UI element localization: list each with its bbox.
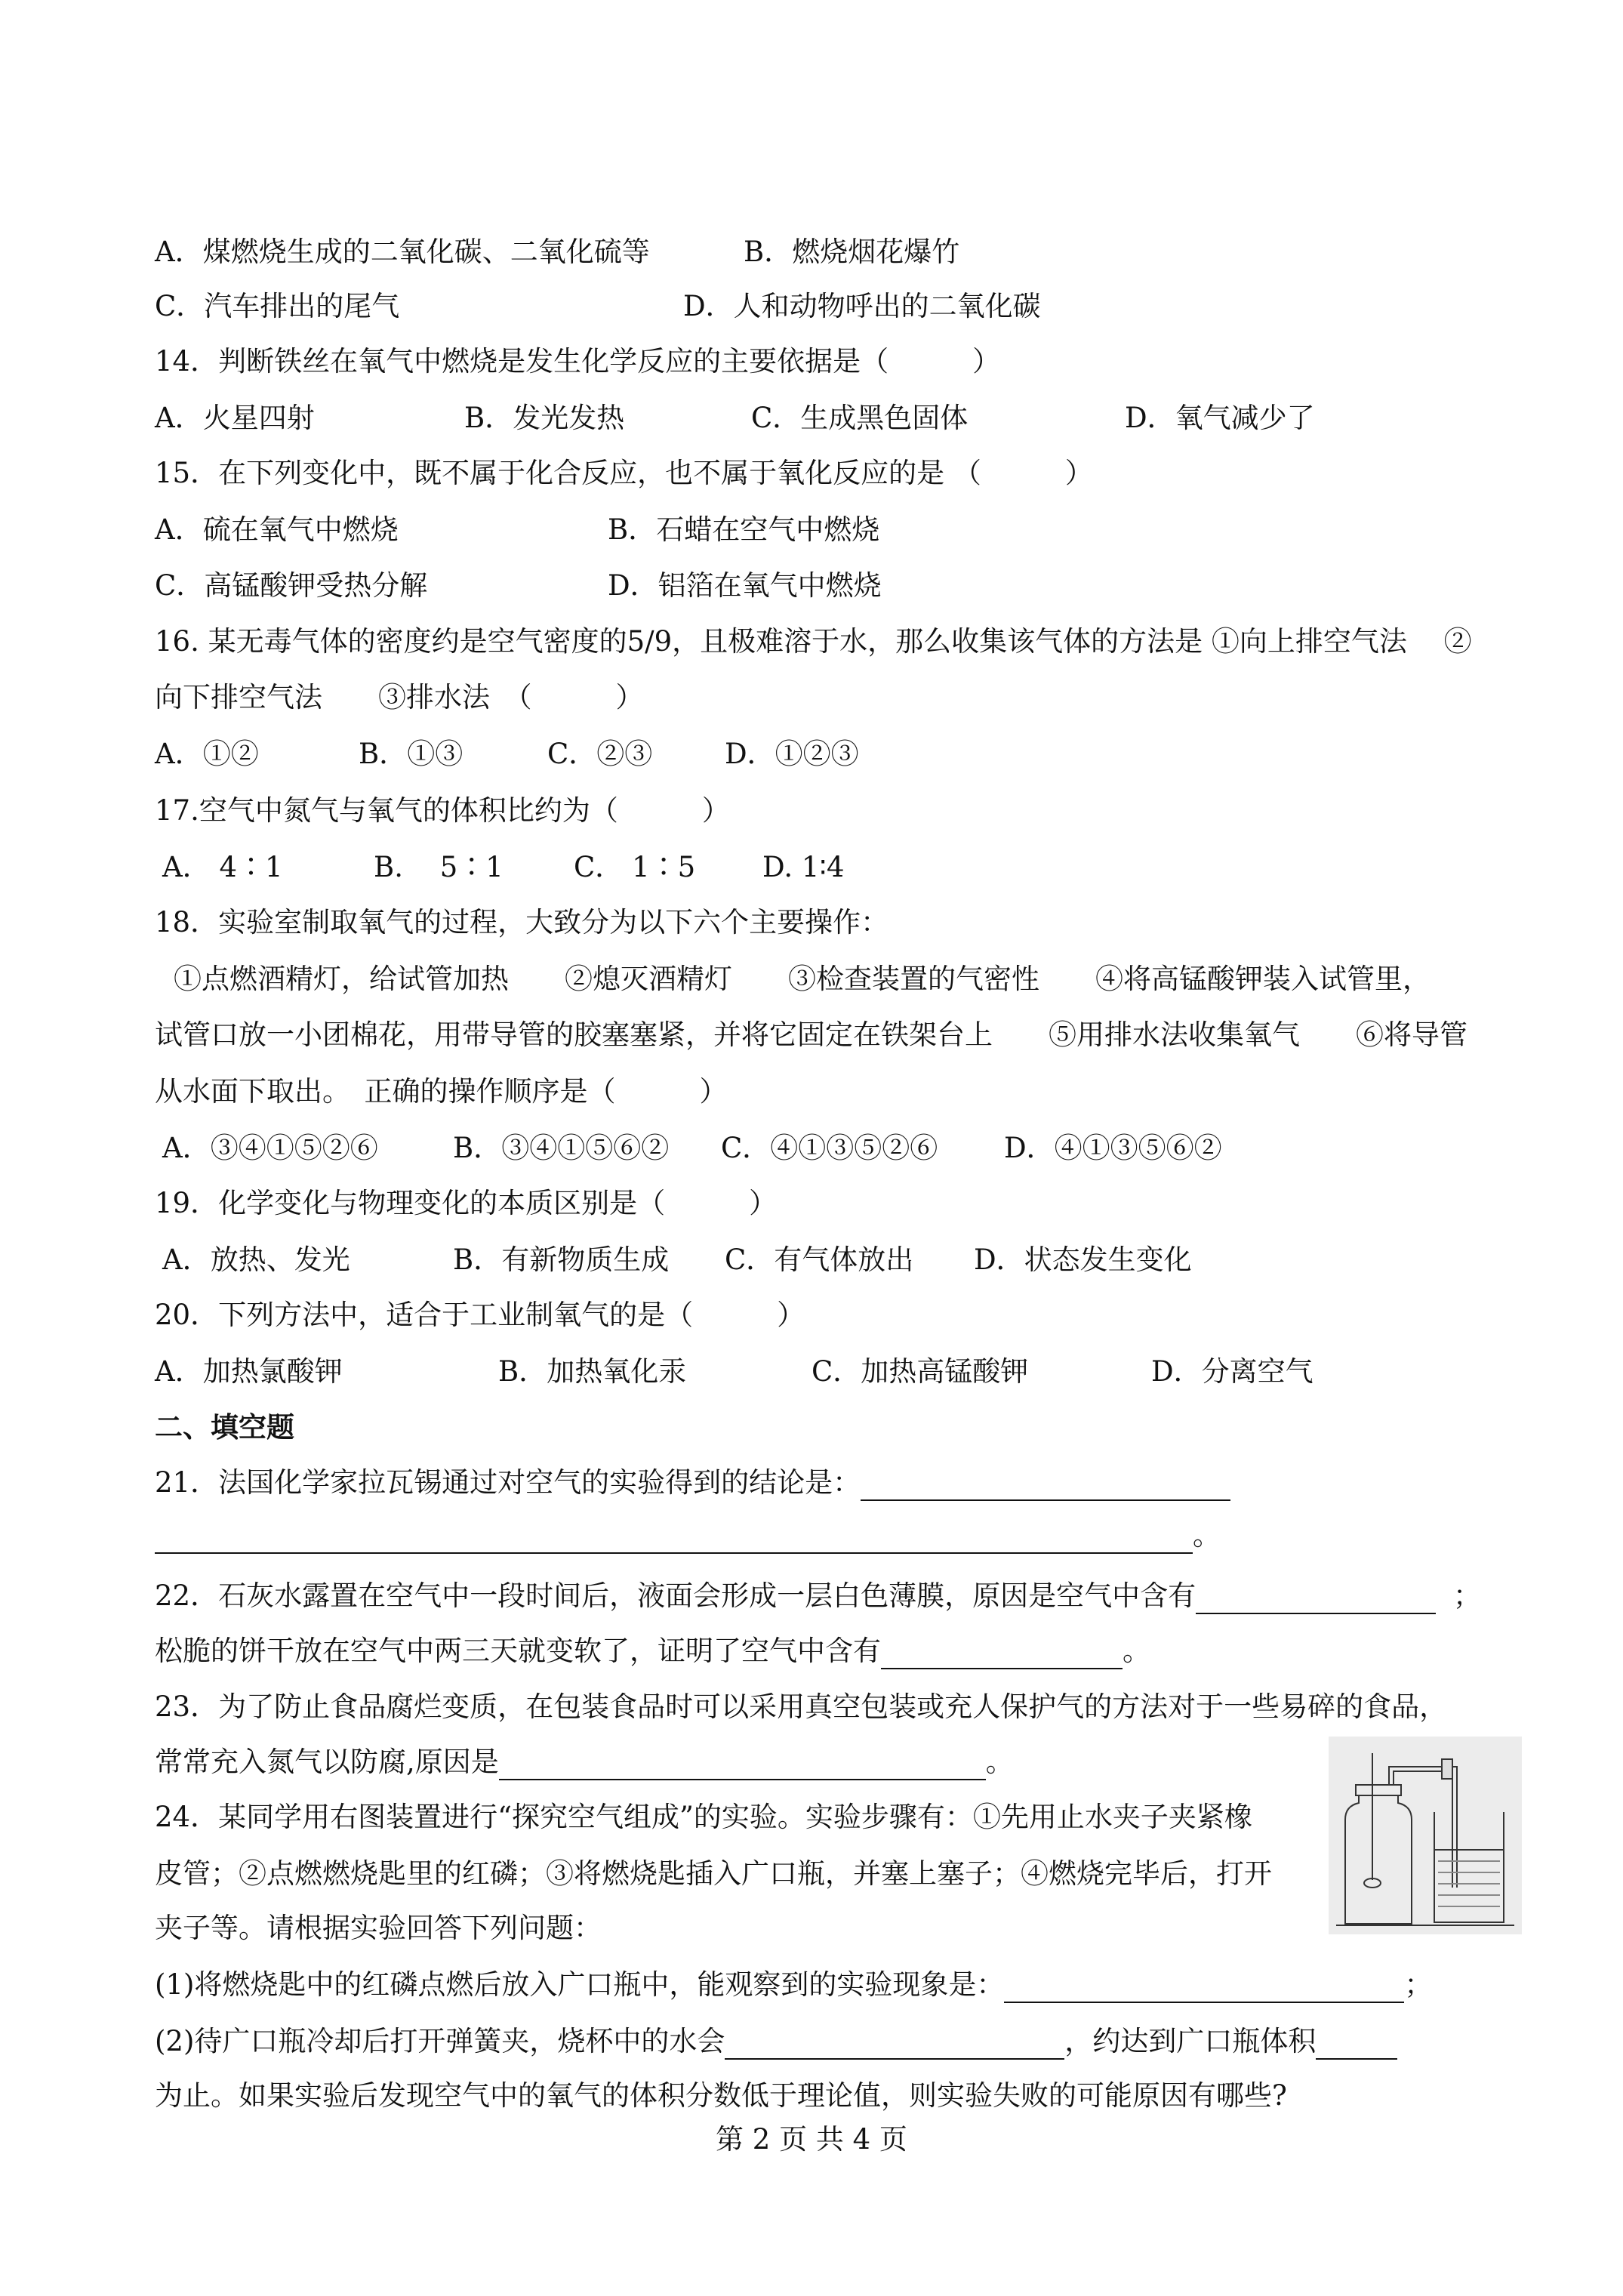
- option-b: B．石蜡在空气中燃烧: [608, 513, 880, 546]
- q20-options: [155, 1354, 1313, 1390]
- option-b: B．发光发热: [464, 402, 625, 434]
- question-22-text-2: 松脆的饼干放在空气中两三天就变软了，证明了空气中含有: [155, 1635, 881, 1667]
- q18-options: [162, 1130, 1222, 1166]
- question-16-line1: 16. 某无毒气体的密度约是空气密度的5/9，且极难溶于水，那么收集该气体的方法是 ①向上排空气法 ②: [155, 625, 1472, 658]
- option-d: D．分离空气: [1151, 1355, 1313, 1388]
- question-15: 15．在下列变化中，既不属于化合反应，也不属于氧化反应的是 （ ）: [155, 457, 1093, 489]
- option-d: D．氧气减少了: [1125, 402, 1315, 434]
- line-end: ；: [1453, 1579, 1481, 1612]
- answer-blank[interactable]: [881, 1641, 1123, 1669]
- question-18-steps-3: 从水面下取出。 正确的操作顺序是（ ）: [155, 1075, 728, 1108]
- question-22-text: 22．石灰水露置在空气中一段时间后，液面会形成一层白色薄膜，原因是空气中含有: [155, 1579, 1196, 1612]
- option-c: C．加热高锰酸钾: [812, 1355, 1029, 1388]
- question-17: 17.空气中氮气与氧气的体积比约为（ ）: [155, 794, 730, 827]
- option-a: A．①②: [155, 738, 259, 770]
- q19-options: [162, 1242, 1192, 1278]
- answer-blank[interactable]: [1316, 2031, 1397, 2060]
- option-b: B．有新物质生成: [453, 1244, 670, 1276]
- line-end: 。: [985, 1746, 1014, 1778]
- sub2-text: (2)待广口瓶冷却后打开弹簧夹，烧杯中的水会: [155, 2025, 725, 2057]
- option-b: B. 5∶1: [374, 851, 504, 883]
- option-b: B．①③: [359, 738, 463, 770]
- answer-blank[interactable]: [861, 1472, 1230, 1501]
- line-end: 。: [1193, 1519, 1221, 1552]
- question-22-line2: [155, 1633, 1150, 1669]
- question-21-line2: [155, 1518, 1221, 1554]
- option-a: A．③④①⑤②⑥: [162, 1132, 378, 1164]
- option-c: C．高锰酸钾受热分解: [155, 569, 428, 602]
- option-d: D．人和动物呼出的二氧化碳: [683, 290, 1041, 322]
- option-a: A． 4∶1: [162, 851, 283, 883]
- q16-options: [155, 736, 859, 772]
- question-18-steps-2: 试管口放一小团棉花，用带导管的胶塞塞紧，并将它固定在铁架台上 ⑤用排水法收集氧气 ⑥将导管: [155, 1019, 1467, 1051]
- option-b: B．燃烧烟花爆竹: [744, 236, 960, 268]
- apparatus-drawing: [1329, 1737, 1522, 1934]
- question-21: [155, 1465, 1230, 1501]
- section-title-fill-in: 二、填空题: [155, 1410, 294, 1444]
- q15-options-cd: [155, 568, 882, 604]
- q17-options: [162, 849, 845, 886]
- sub2-text-2: ，约达到广口瓶体积: [1064, 2025, 1317, 2057]
- option-d: D．状态发生变化: [974, 1244, 1192, 1276]
- question-24-sub2: [155, 2023, 1397, 2060]
- question-23-line1: 23．为了防止食品腐烂变质，在包装食品时可以采用真空包装或充人保护气的方法对于一些易碎的食品，: [155, 1690, 1448, 1723]
- option-a: A．火星四射: [155, 402, 315, 434]
- option-c: C．④①③⑤②⑥: [721, 1132, 938, 1164]
- q13-options-cd: [155, 288, 1041, 325]
- option-b: B．③④①⑤⑥②: [453, 1132, 670, 1164]
- question-22-line1: [155, 1578, 1481, 1614]
- option-d: D．铝箔在氧气中燃烧: [608, 569, 882, 602]
- option-c: C．②③: [547, 738, 653, 770]
- option-c: C．汽车排出的尾气: [155, 290, 400, 322]
- option-d: D．①②③: [725, 738, 859, 770]
- question-21-text: 21．法国化学家拉瓦锡通过对空气的实验得到的结论是：: [155, 1466, 861, 1499]
- option-a: A．硫在氧气中燃烧: [155, 513, 399, 546]
- question-23-line2: [155, 1744, 1014, 1780]
- question-19: 19．化学变化与物理变化的本质区别是（ ）: [155, 1187, 778, 1219]
- page-footer: 第 2 页 共 4 页: [716, 2123, 907, 2156]
- option-c: C． 1∶5: [574, 851, 696, 883]
- option-d: D. 1∶4: [762, 851, 845, 883]
- answer-blank[interactable]: [499, 1752, 986, 1780]
- q14-options: [155, 400, 1315, 436]
- question-24-line2: 皮管；②点燃燃烧匙里的红磷；③将燃烧匙插入广口瓶，并塞上塞子；④燃烧完毕后，打开: [155, 1857, 1272, 1890]
- answer-blank[interactable]: [1196, 1586, 1436, 1614]
- answer-blank[interactable]: [1004, 1974, 1404, 2003]
- option-d: D．④①③⑤⑥②: [1004, 1132, 1222, 1164]
- question-24-line3: 夹子等。请根据实验回答下列问题：: [155, 1912, 602, 1944]
- question-24-line1: 24．某同学用右图装置进行“探究空气组成”的实验。实验步骤有：①先用止水夹子夹紧橡: [155, 1801, 1252, 1833]
- option-b: B．加热氧化汞: [498, 1355, 687, 1388]
- answer-blank[interactable]: [155, 1525, 1193, 1554]
- line-end: ；: [1404, 1968, 1433, 2001]
- option-a: A．煤燃烧生成的二氧化碳、二氧化硫等: [155, 236, 650, 268]
- question-18: 18．实验室制取氧气的过程，大致分为以下六个主要操作：: [155, 906, 889, 938]
- option-a: A．加热氯酸钾: [155, 1355, 343, 1388]
- answer-blank[interactable]: [725, 2031, 1064, 2060]
- question-23-text-2: 常常充入氮气以防腐,原因是: [155, 1746, 499, 1778]
- option-c: C．生成黑色固体: [751, 402, 969, 434]
- line-end: 。: [1123, 1635, 1150, 1667]
- question-14: 14．判断铁丝在氧气中燃烧是发生化学反应的主要依据是（ ）: [155, 345, 1001, 378]
- question-16-line2: 向下排空气法 ③排水法 （ ）: [155, 681, 644, 713]
- option-a: A．放热、发光: [162, 1244, 350, 1276]
- sub1-text: (1)将燃烧匙中的红磷点燃后放入广口瓶中，能观察到的实验现象是：: [155, 1968, 1005, 2001]
- question-20: 20．下列方法中，适合于工业制氧气的是（ ）: [155, 1299, 805, 1331]
- q15-options-ab: [155, 512, 880, 548]
- option-c: C．有气体放出: [725, 1244, 914, 1276]
- question-24-sub2-line2: 为止。如果实验后发现空气中的氧气的体积分数低于理论值，则实验失败的可能原因有哪些?: [155, 2079, 1287, 2112]
- question-18-steps-1: ①点燃酒精灯，给试管加热 ②熄灭酒精灯 ③检查装置的气密性 ④将高锰酸钾装入试管里，: [174, 963, 1431, 995]
- apparatus-figure: [1329, 1737, 1522, 1934]
- question-24-sub1: [155, 1967, 1432, 2003]
- q13-options-ab: [155, 234, 960, 270]
